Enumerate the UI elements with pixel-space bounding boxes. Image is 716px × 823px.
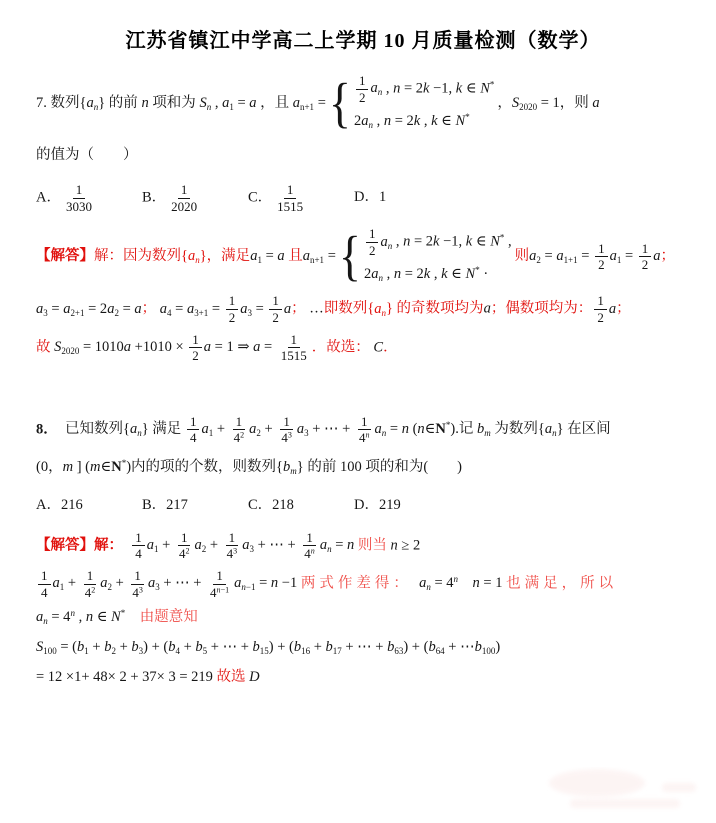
text-run: ；偶数项均为： [490,300,593,317]
q7-stem-line-1 [36,73,690,134]
q8-stem-line-1 [36,414,690,446]
text-run: 【解答】 [36,248,94,265]
text-run: $a_n = 4^n$ n = 1 [419,574,507,593]
q8-stem-line-2 [36,456,690,480]
text-run: D．219 [354,496,401,513]
text-run: $S_{2020} = 1010a +1010$ × $\frac{1}{2}$ a = 1 ⇒ a = $\frac{1}{1515}$ [54,331,307,364]
text-run: = 12 ×1+ 48× 2 + 37× 3 = 219 [36,668,217,685]
text-run: $a_3 = a_{2+1} = 2a_2 = a$ [36,300,142,318]
text-run: ； [616,300,631,317]
text-run: D．1 [354,189,387,206]
text-run: 7. 数列$\{a_n\}$ 的前 n 项和为 $S_n$ , $a_1 = a$ ，且 $a_{n+1}$ = [36,94,326,113]
text-run: 且 [288,248,303,265]
q7-options-line-1 [36,182,690,214]
watermark-blob-graphic [542,767,702,817]
text-run: A． $\frac{1}{3030}$ [36,182,92,214]
text-run: $a_1 = a$ [250,248,285,266]
text-run: 已知数列$\{a_n\}$ 满足 $\frac{1}{4}$ $a_1$ + $\frac{1}{4^2}$ $a_2$ + $\frac{1}{4^3}$ $a_3$ + ⋯ + $\frac{1}{4^n}$ $a_n = n$ (n∈N*).记 $b_m$ 为数列$\{a_n\}$ 在区间 [65,413,611,446]
q7-solution [36,226,690,363]
text-run: 则当 [357,537,391,554]
q7-solution-line-1 [36,226,690,287]
text-run: C [373,338,384,355]
q8-options [36,494,690,518]
q7-stem [36,73,690,168]
text-run: ，$S_{2020} = 1$，则 a [497,94,600,113]
q8-stem [36,414,690,480]
text-run: 则 [514,248,530,265]
text-run: a [483,300,491,317]
text-run: $\frac{1}{4}$ $a_1$ + $\frac{1}{4^2}$ $a_2$ + $\frac{1}{4^3}$ $a_3$ + ⋯ + $\frac{1}{4^n}$ $a_n = n$ [130,537,358,553]
text-run: B．217 [142,496,188,513]
text-run: 即数列$\{a_n\}$ 的奇数项均为 [323,300,484,318]
text-run: 故选 [216,668,250,685]
text-run: C．218 [248,496,294,513]
q8-solution-line-1 [36,530,690,562]
page-title: 江苏省镇江中学高二上学期 10 月质量检测（数学） [125,30,601,52]
q7-solution-line-2 [36,293,690,325]
q8-options-line-1 [36,494,690,518]
text-run: C． $\frac{1}{1515}$ [248,182,304,214]
q8-solution [36,530,690,690]
text-run: 【解答】解： [36,537,131,554]
text-run: $a_n = 4^n$ , n ∈ N* [36,608,126,627]
text-run: ．故选： [311,338,370,355]
q7-options [36,182,690,214]
question-7 [36,73,690,364]
text-run: $S_{100} = (b_1 + b_2 + b_3) + (b_4 + b_5$ + ⋯ + $b_{15}) + (b_{16} + b_{17}$ + ⋯ + $b_{63}) + (b_{64}$ + $\cdots b_{100}$) [36,639,501,657]
text-run: 故 [36,338,55,355]
q8-solution-line-3 [36,606,690,630]
text-run: 由题意知 [125,609,198,626]
text-run: ． [383,338,398,355]
text-run: B． $\frac{1}{2020}$ [142,182,198,214]
text-run: 两式作差得： [300,575,412,592]
text-run: { $\frac{1}{2}$ $a_n$ , n = 2k −1, k ∈ N* $2a_n$ , n = 2k , k ∈ N* [328,71,495,134]
question-8 [36,414,690,690]
text-run: $\frac{1}{2}$ a [592,301,616,317]
text-run: D [249,668,260,685]
q8-solution-line-5 [36,666,690,690]
q7-solution-line-3 [36,332,690,364]
text-run: 8． [36,421,65,438]
text-run: ； [660,248,675,265]
q8-solution-line-4 [36,636,690,660]
text-run: $a_{n+1}$ = { $\frac{1}{2}$ $a_n$ , n = 2k −1, k ∈ N* , $2a_n$ , n = 2k , k ∈ N* · [302,225,512,287]
watermark-logo [542,767,702,817]
text-run: n ≥ 2 [390,537,421,554]
text-run: $a_4 = a_{3+1}$ = $\frac{1}{2}$ $a_3$ = $\frac{1}{2}$ a [159,293,292,325]
q8-solution-line-2 [36,568,690,600]
text-run: 的值为（ ） [36,147,138,164]
text-run: A．216 [36,496,83,513]
text-run: … [305,300,324,317]
text-run: (0，m ] (m∈N*)内的项的个数，则数列$\{b_m\}$ 的前 100 项的和为( ) [36,457,462,477]
text-run: ； [141,300,157,317]
text-run: $a_2 = a_{1+1}$ = $\frac{1}{2}$ $a_1$ = $\frac{1}{2}$ a [529,240,661,273]
text-run: 也满足，所以 [506,575,618,592]
text-run: ； [291,300,306,317]
q7-stem-line-2 [36,144,690,168]
text-run: $\frac{1}{4}$ $a_1$ + $\frac{1}{4^2}$ $a_2$ + $\frac{1}{4^3}$ $a_3$ + ⋯ + $\frac{1}{4^{n-1}}$ $a_{n-1} = n -1$ [36,575,301,591]
text-run: 解：因为数列$\{a_n\}$，满足 [94,248,251,266]
